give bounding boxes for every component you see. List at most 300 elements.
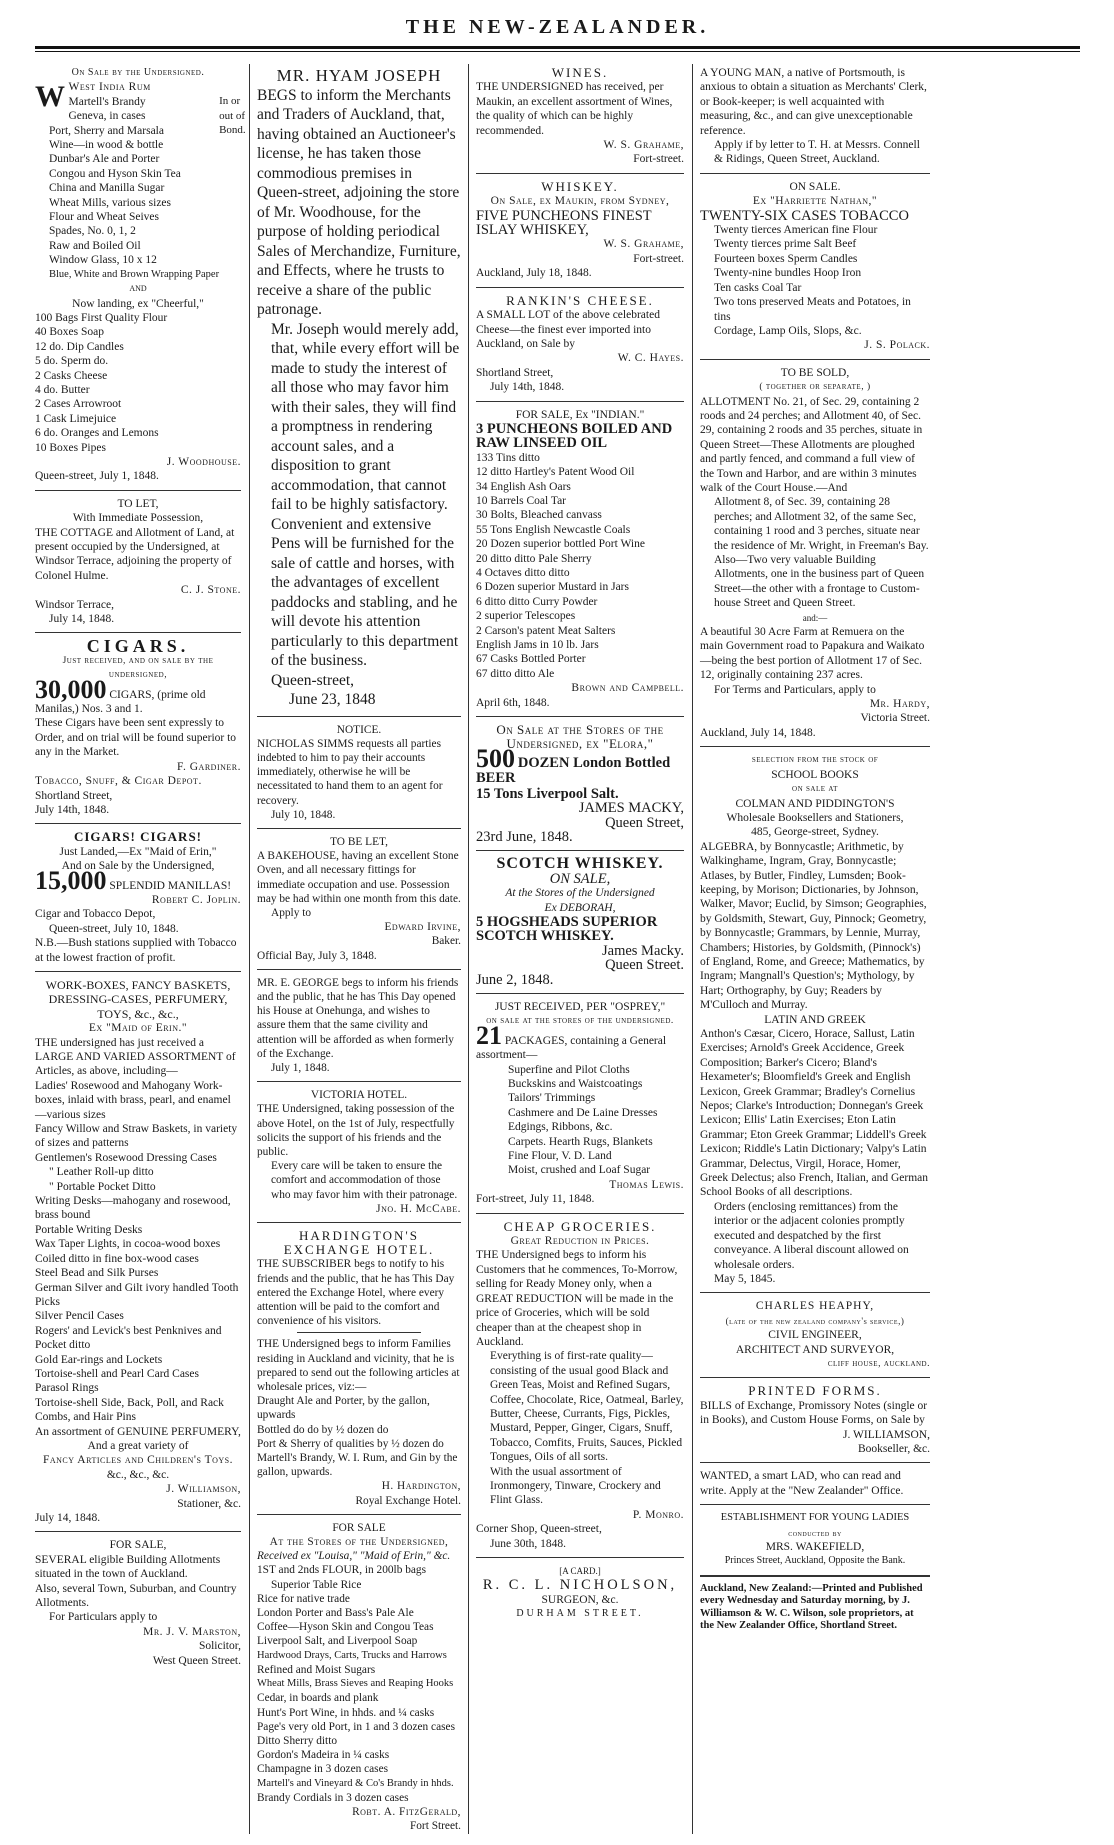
- signature: Mr. Hardy,: [869, 698, 930, 711]
- advert-heading: TO LET,: [117, 497, 159, 510]
- list-item: English Jams in 10 lb. Jars: [476, 639, 599, 652]
- signature-title: Stationer, &c.: [177, 1497, 241, 1510]
- advert-body: THE Undersigned begs to inform his Customers that he commences, To-Morrow, selling for Ready Money only, when a GREAT REDUCTION will be made in the price of Groceries, which will be sold cheaper than at the cheapest shop in Auckland.: [476, 1249, 678, 1348]
- advert-body: Every care will be taken to ensure the comfort and accommodation of those who may favor him with their patronage.: [271, 1160, 458, 1201]
- list-item: 5 do. Sperm do.: [35, 355, 109, 368]
- advert-body: BILLS of Exchange, Promissory Notes (single or in Books), and Custom House Forms, on Sale by: [700, 1399, 928, 1427]
- list-item: Champagne in 3 dozen cases: [257, 1763, 389, 1776]
- firm-address: 485, George-street, Sydney.: [751, 826, 879, 839]
- list-item: China and Manilla Sugar: [49, 182, 165, 195]
- date: July 14th, 1848.: [35, 803, 110, 816]
- list-item: 100 Bags First Quality Flour: [35, 311, 168, 324]
- list-item: Coffee—Hyson Skin and Congou Teas: [257, 1621, 434, 1634]
- advert-heading: PRINTED FORMS.: [748, 1383, 882, 1399]
- date: July 1, 1848.: [271, 1061, 330, 1074]
- list-item: 20 ditto ditto Pale Sherry: [476, 552, 592, 565]
- signature: Brown and Campbell.: [571, 682, 684, 695]
- place: Windsor Terrace,: [35, 598, 114, 611]
- and-label: and:—: [802, 612, 828, 623]
- list-item: Gold Ear-rings and Lockets: [35, 1353, 163, 1366]
- place: Shortland Street,: [35, 789, 113, 802]
- advert-body: BEGS to inform the Merchants and Traders of Auckland, that, having obtained an Auctioneer's license, he has taken those commodious premises in Queen-street, adjoining the store of Mr. Woodhouse, for the purpose of holding periodical Sales of Merchandize, Furniture, and Effects, where he trusts to receive a share of the public patronage.: [257, 86, 461, 318]
- list-item: An assortment of GENUINE PERFUMERY,: [35, 1425, 241, 1438]
- advert-body: Apply if by letter to T. H. at Messrs. Connell & Ridings, Queen Street, Auckland.: [714, 139, 920, 166]
- advert-subheading: With Immediate Possession,: [72, 512, 204, 525]
- list-item: Window Glass, 10 x 12: [49, 254, 157, 267]
- advert-subheading: And on Sale by the Undersigned,: [61, 860, 215, 873]
- lead-text: FIVE PUNCHEONS FINEST ISLAY WHISKEY,: [476, 207, 652, 239]
- date: April 6th, 1848.: [476, 696, 550, 709]
- lead-text: 1ST and 2nds FLOUR, in 200lb bags: [257, 1564, 427, 1577]
- list-item: Rogers' and Levick's best Penknives and Pocket ditto: [35, 1324, 222, 1352]
- signature: Robt. A. FitzGerald,: [352, 1805, 461, 1818]
- advert-subheading: Ex "Maid of Erin.": [88, 1022, 188, 1035]
- quantity: 30,000: [35, 674, 107, 704]
- advert-subheading: At the Stores of the Undersigned,: [269, 1536, 449, 1549]
- list-item: 6 Dozen superior Mustard in Jars: [476, 581, 629, 594]
- advert-heading: FOR SALE,: [109, 1539, 167, 1552]
- advert-heading: LATIN AND GREEK: [764, 1013, 866, 1026]
- card-title: SURGEON, &c.: [541, 1593, 619, 1606]
- list-item: Wheat Mills, various sizes: [49, 196, 172, 209]
- column-divider: [468, 64, 469, 1834]
- advert-heading: [A CARD.]: [559, 1566, 601, 1576]
- signature: F. Gardiner.: [177, 760, 241, 773]
- osprey-items: [476, 1063, 684, 1178]
- date: Queen-street, July 1, 1848.: [35, 470, 159, 483]
- advert-heading: On Sale at the Stores of the Undersigned, ex "Elora,": [496, 722, 664, 752]
- advert-subheading: selection from the stock of: [751, 755, 879, 766]
- signature: J. S. Polack.: [864, 339, 930, 352]
- list-item: Wax Taper Lights, in cocoa-wood boxes: [35, 1238, 221, 1251]
- list-item: Spades, No. 0, 1, 2: [49, 225, 136, 238]
- signature: P. Monro.: [632, 1508, 684, 1521]
- list-item: Cedar, in boards and plank: [257, 1692, 379, 1705]
- advert-subheading: Ex "Harriette Nathan,": [752, 195, 878, 208]
- advert-body: THE Undersigned, taking possession of the above Hotel, on the 1st of July, respectfully solicits the support of his friends and the public.: [257, 1103, 455, 1158]
- lead-text: 3 PUNCHEONS BOILED AND RAW LINSEED OIL: [476, 420, 673, 452]
- list-item: Twenty-nine bundles Hoop Iron: [714, 267, 862, 280]
- advert-body: Mr. Joseph would merely add, that, while every effort will be made to study the interest of all those who may favor him with their sales, they will find a promptness in rendering account sales, and a disposition to grant accommodation, that cannot fail to be highly satisfactory.: [271, 320, 460, 513]
- advert-body: THE undersigned has just received a LARGE AND VARIED ASSORTMENT of Articles, as above, including—: [35, 1036, 236, 1078]
- advert-subheading: on sale at the stores of the undersigned.: [486, 1016, 674, 1027]
- quantity: 21: [476, 1020, 502, 1050]
- list-item: Coiled ditto in fine box-wood cases: [35, 1252, 199, 1265]
- list-item: 2 Casks Cheese: [35, 369, 108, 382]
- notice-advert: [257, 723, 461, 822]
- lead-text: TWENTY-SIX CASES TOBACCO: [700, 207, 909, 224]
- signature-title: Fort-street.: [633, 252, 684, 265]
- list-item: Cashmere and De Laine Dresses: [508, 1106, 658, 1119]
- advert-heading: FOR SALE, Ex "INDIAN.": [515, 408, 645, 421]
- list-item: Draught Ale and Porter, by the gallon, upwards: [257, 1395, 430, 1422]
- list-item: Portable Writing Desks: [35, 1223, 143, 1236]
- list-item: Superfine and Pilot Cloths: [508, 1063, 630, 1076]
- list-item: 67 Casks Bottled Porter: [476, 653, 586, 666]
- quantity: 15,000: [35, 865, 107, 895]
- list-item: Twenty tierces American fine Flour: [714, 224, 878, 237]
- george-advert: [257, 976, 461, 1075]
- list-item: 6 do. Oranges and Lemons: [35, 427, 159, 440]
- column-divider: [249, 64, 250, 1834]
- list-item: Cordage, Lamp Oils, Slops, &c.: [714, 324, 862, 337]
- printed-forms-advert: [700, 1384, 930, 1456]
- scotch-advert: [476, 857, 684, 987]
- advert-heading: ESTABLISHMENT FOR YOUNG LADIES: [720, 1512, 910, 1524]
- list-item: Fancy Willow and Straw Baskets, in variety of sizes and patterns: [35, 1123, 238, 1150]
- list-item: 30 Bolts, Bleached canvass: [476, 509, 602, 522]
- list-item: Edgings, Ribbons, &c.: [508, 1121, 613, 1134]
- list-item: Blue, White and Brown Wrapping Paper: [49, 268, 220, 280]
- depot: Tobacco, Snuff, & Cigar Depot.: [35, 775, 202, 788]
- list-item: Moist, crushed and Loaf Sugar: [508, 1164, 651, 1177]
- signature: H. Hardington,: [381, 1480, 461, 1493]
- place: Queen-street,: [271, 671, 355, 689]
- lead-text: 5 HOGSHEADS SUPERIOR SCOTCH WHISKEY.: [476, 913, 658, 945]
- column-2: [257, 66, 461, 1833]
- advert-body: THE Undersigned begs to inform Families residing in Auckland and vicinity, that he is prepared to send out the following articles at wholesale prices, viz:—: [257, 1338, 460, 1394]
- etc: &c., &c., &c.: [106, 1468, 170, 1481]
- advert-heading: SCOTCH WHISKEY.: [496, 855, 664, 873]
- whiskey-advert: [476, 180, 684, 281]
- advert-subheading: conducted by: [788, 1527, 842, 1538]
- advert-body: Also, several Town, Suburban, and Country Allotments.: [35, 1582, 237, 1610]
- list-item: 4 do. Butter: [35, 383, 90, 396]
- list-item: 12 do. Dip Candles: [35, 340, 124, 353]
- list-item: Raw and Boiled Oil: [49, 239, 141, 252]
- date: 23rd June, 1848.: [476, 828, 573, 845]
- indian-advert: [476, 408, 684, 711]
- advert-heading: WORK-BOXES, FANCY BASKETS, DRESSING-CASES, PERFUMERY, TOYS, &c., &c.,: [45, 977, 231, 1021]
- workboxes-advert: [35, 978, 241, 1525]
- signature: James Macky.: [601, 942, 684, 959]
- list-item: 40 Boxes Soap: [35, 326, 104, 339]
- signature: J. Woodhouse.: [166, 455, 241, 468]
- date: Auckland, July 18, 1848.: [476, 267, 592, 280]
- advert-heading: TO BE LET,: [330, 835, 388, 848]
- place: Corner Shop, Queen-street,: [476, 1523, 602, 1536]
- list-item: 2 Cases Arrowroot: [35, 398, 122, 411]
- osprey-advert: [476, 1000, 684, 1207]
- advert-heading: SCHOOL BOOKS: [771, 768, 859, 781]
- list-item: Brandy Cordials in 3 dozen cases: [257, 1791, 409, 1804]
- column-3: [476, 66, 684, 1622]
- list-item: 10 Boxes Pipes: [35, 441, 106, 454]
- apply: For Particulars apply to: [49, 1611, 158, 1624]
- advert-subheading: At the Stores of the Undersigned: [505, 887, 655, 900]
- signature-title: Queen Street,: [605, 814, 684, 831]
- firm-name: COLMAN AND PIDDINGTON'S: [735, 797, 895, 810]
- advert-heading: WINES.: [551, 65, 609, 80]
- imprint-footer: Auckland, New Zealand:—Printed and Published every Wednesday and Saturday morning, by J. Williamson & W. C. Wilson, sole proprietors, at the New Zealander Office, Shortland Street.: [700, 1582, 923, 1632]
- forsale-advert: [35, 1538, 241, 1668]
- advert-subheading: ON SALE,: [549, 870, 611, 887]
- column-4: [700, 66, 1080, 1633]
- signature-title: Fort Street.: [409, 1820, 461, 1833]
- date: July 10, 1848.: [271, 808, 336, 821]
- cigars2-advert: [35, 830, 241, 965]
- advert-subheading: Great Reduction in Prices.: [510, 1235, 650, 1248]
- list-item: " Portable Pocket Ditto: [49, 1180, 156, 1193]
- apply: Apply to: [271, 906, 312, 919]
- landing-note: Now landing, ex "Cheerful,": [72, 297, 204, 310]
- list-item: " Leather Roll-up ditto: [49, 1166, 154, 1179]
- lead-item: W West India Rum: [35, 80, 151, 114]
- list-item: Ditto Sherry ditto: [257, 1734, 338, 1747]
- signature: Robert C. Joplin.: [151, 893, 241, 906]
- firm-description: Wholesale Booksellers and Stationers,: [726, 811, 904, 824]
- advert-heading: CIGARS! CIGARS!: [73, 829, 203, 845]
- list-item: German Silver and Gilt ivory handled Tooth Picks: [35, 1281, 239, 1308]
- advert-heading: JUST RECEIVED, PER "OSPREY,": [494, 1000, 666, 1013]
- advert-subheading: on sale at: [792, 784, 838, 795]
- list-item: Silver Pencil Cases: [35, 1310, 124, 1323]
- signature: Mr. J. V. Marston,: [143, 1625, 241, 1638]
- advert-body: THE UNDERSIGNED has received, per Maukin, an excellent assortment of Wines, the quality of which can be highly recommended.: [476, 81, 673, 137]
- woodhouse-advert: [35, 66, 246, 484]
- list-item: Fine Flour, V. D. Land: [508, 1150, 612, 1163]
- signature: C. J. Stone.: [180, 584, 241, 597]
- lead-text: SPLENDID MANILLAS!: [109, 879, 232, 892]
- polack-advert: [700, 180, 930, 353]
- list-item: Gentlemen's Rosewood Dressing Cases: [35, 1151, 217, 1164]
- school-books-advert: [700, 753, 930, 1286]
- list-item: 1 Cask Limejuice: [35, 412, 117, 425]
- depot: Cigar and Tobacco Depot,: [35, 908, 156, 921]
- toys: Fancy Articles and Children's Toys.: [42, 1454, 234, 1467]
- advert-body: Convenient and extensive Pens will be furnished for the sale of cattle and horses, with the advantages of excellent paddocks and stabling, and he will devote his attention particularly to this department of the business.: [271, 515, 459, 669]
- list-item: Tailors' Trimmings: [508, 1092, 596, 1105]
- date: Official Bay, July 3, 1848.: [257, 949, 377, 962]
- youngman-advert: [700, 66, 930, 167]
- advert-body: THE SUBSCRIBER begs to notify to his friends and the public, that he has This Day entered the Exchange Hotel, where every attention will be paid to the comfort and convenience of his visitors.: [257, 1258, 455, 1328]
- lead-text: DOZEN London Bottled BEER: [476, 754, 671, 787]
- signature-title: Royal Exchange Hotel.: [355, 1494, 461, 1507]
- signature-title: Victoria Street.: [860, 712, 930, 725]
- list-item: Parasol Rings: [35, 1382, 99, 1395]
- advert-subheading: Just Landed,—Ex "Maid of Erin,": [59, 845, 217, 858]
- address: cliff house, auckland.: [827, 1358, 930, 1369]
- list-item: Port, Sherry and Marsala: [49, 124, 164, 137]
- list-item: Martell's Brandy, W. I. Rum, and Gin by the gallon, upwards.: [257, 1452, 458, 1479]
- indian-items: [476, 451, 684, 682]
- date: June 23, 1848: [289, 691, 376, 708]
- lead-text: CIGARS, (prime old Manilas,) Nos. 3 and 1.: [35, 688, 206, 716]
- signature-title: Bookseller, &c.: [857, 1442, 930, 1455]
- advert-heading: RANKIN'S CHEESE.: [506, 292, 654, 308]
- advert-heading: FOR SALE: [332, 1521, 386, 1534]
- date: July 14, 1848.: [35, 1512, 101, 1524]
- title-line: ARCHITECT AND SURVEYOR,: [735, 1343, 895, 1356]
- signature: Jno. H. McCabe.: [376, 1202, 461, 1215]
- date: Fort-street, July 11, 1848.: [476, 1193, 595, 1206]
- advert-heading: VICTORIA HOTEL.: [310, 1089, 408, 1102]
- card-advert: [476, 1564, 684, 1622]
- advert-body: These Cigars have been sent expressly to Order, and on trial will be found superior to any in the Market.: [35, 717, 237, 759]
- ladies-establishment-advert: [700, 1511, 930, 1569]
- list-item: 67 ditto ditto Ale: [476, 667, 555, 680]
- list-item: 34 English Ash Oars: [476, 480, 571, 493]
- heaphy-advert: [700, 1299, 930, 1371]
- advert-heading: MR. HYAM JOSEPH: [276, 66, 442, 85]
- workboxes-items: [35, 1079, 241, 1439]
- signature-title: Solicitor,: [198, 1640, 241, 1653]
- list-item: Martell's and Vineyard & Co's Brandy in hhds.: [257, 1777, 454, 1789]
- advert-heading: HARDINGTON'S: [299, 1228, 419, 1243]
- list-item: 4 Octaves ditto ditto: [476, 567, 570, 579]
- list-item: Buckskins and Waistcoatings: [508, 1078, 643, 1090]
- advert-body: Also—Two very valuable Building Allotments, one in the business part of Queen Street—the other with a frontage to Custom-house Street and Queen Street.: [714, 554, 925, 610]
- signature: Thomas Lewis.: [609, 1178, 684, 1191]
- advert-body: A beautiful 30 Acre Farm at Remuera on the main Government road to Papakura and Waikato—being the best portion of Allotment 17 of Sec. 12, originally containing 237 acres.: [700, 626, 925, 682]
- signature-title: Queen Street.: [605, 957, 684, 974]
- variety: And a great variety of: [87, 1439, 189, 1452]
- list-item: Steel Bead and Silk Purses: [35, 1267, 159, 1280]
- quantity: 500: [476, 743, 515, 773]
- list-item: Hunt's Port Wine, in hhds. and ¼ casks: [257, 1706, 435, 1719]
- advert-body: ALGEBRA, by Bonnycastle; Arithmetic, by Walkinghame, Ingram, Gray, Bonnycastle; Atlases, by Butler, Findley, Lumsden; Book-keeping, by Morison; Dictionaries, by Johnson, Walker, Mavor; Euclid, by Simson; Geographies, by Goldsmith, Stewart, Guy, Pinnock; Geometry, by Bonnycastle; Grammars, by Lennie, Murray, Chambers; Histories, by Goldsmith, (Pinnock's) of England, Rome, and Greece; Mathematics, by Ingram; Mangnall's Question's; Mythology, by Hart; Orthography, by Guy; Readers by M'Culloch and Murray.: [700, 840, 927, 1012]
- list-item: Martell's Brandy: [68, 95, 146, 108]
- masthead-rule-thin: [35, 51, 1080, 52]
- signature: Edward Irvine,: [384, 921, 461, 934]
- tolet-advert: [35, 497, 241, 627]
- advert-subheading: On Sale, ex Maukin, from Sydney,: [490, 195, 670, 208]
- list-item: Gordon's Madeira in ¼ casks: [257, 1749, 390, 1762]
- masthead-rule: [35, 46, 1080, 49]
- list-item: Twenty tierces prime Salt Beef: [714, 238, 857, 251]
- advert-body: A BAKEHOUSE, having an excellent Stone Oven, and all necessary fittings for immediate occupation and use. Possession may be had within one month from this date.: [257, 850, 461, 905]
- advert-body: THE COTTAGE and Allotment of Land, at present occupied by the Undersigned, at Windsor Terrace, adjoining the property of Colonel Hulme.: [35, 526, 235, 582]
- advert-heading: EXCHANGE HOTEL.: [283, 1242, 435, 1258]
- list-item: 12 ditto Hartley's Patent Wood Oil: [476, 466, 635, 479]
- tobesold-advert: [700, 366, 930, 741]
- date: June 30th, 1848.: [490, 1537, 567, 1550]
- list-item: Wheat Mills, Brass Sieves and Reaping Hooks: [257, 1678, 454, 1690]
- list-item: Dunbar's Ale and Porter: [49, 153, 160, 166]
- apply: For Terms and Particulars, apply to: [714, 683, 876, 696]
- signature: J. Williamson,: [166, 1483, 241, 1496]
- list-item: 2 Carson's patent Meat Salters: [476, 624, 616, 637]
- list-item: 10 Barrels Coal Tar: [476, 494, 567, 507]
- list-item: Fourteen boxes Sperm Candles: [714, 252, 858, 265]
- list-item: 55 Tons English Newcastle Coals: [476, 523, 631, 536]
- advert-subheading: (late of the new zealand company's service,): [725, 1315, 905, 1326]
- card-street: DURHAM STREET.: [516, 1608, 644, 1620]
- proprietor: MRS. WAKEFIELD,: [765, 1541, 865, 1553]
- wines-advert: [476, 66, 684, 167]
- hardington-advert: [257, 1229, 461, 1508]
- advert-body: With the usual assortment of Ironmongery, Tinware, Crockery and Flint Glass.: [490, 1465, 661, 1507]
- cigars-advert: [35, 636, 241, 817]
- list-item: Bottled do do by ½ dozen do: [257, 1423, 389, 1436]
- advert-body: A YOUNG MAN, a native of Portsmouth, is anxious to obtain a situation as Merchants' Clerk, or Book-keeper; is well acquainted with measuring, &c., and can give unexceptionable reference.: [700, 67, 927, 137]
- list-item: Superior Table Rice: [271, 1578, 362, 1591]
- woodhouse-items: [35, 95, 219, 282]
- date: July 14, 1848.: [49, 613, 115, 626]
- elora-advert: [476, 723, 684, 844]
- and-label: AND: [129, 284, 147, 294]
- signature: W. S. Grahame,: [603, 139, 684, 152]
- list-item: Tortoise-shell and Pearl Card Cases: [35, 1367, 199, 1380]
- advert-body: MR. E. GEORGE begs to inform his friends and the public, that he has This Day opened his House at Onehunga, and wishes to assure them that the same civility and attention will be afforded as when formerly of the Exchange.: [257, 976, 459, 1060]
- column-divider: [692, 64, 693, 1834]
- list-item: Carpets. Hearth Rugs, Blankets: [508, 1135, 653, 1148]
- advert-subheading: Received ex "Louisa," "Maid of Erin," &c.: [257, 1550, 451, 1563]
- bond-note: In or out of Bond.: [219, 95, 246, 137]
- list-item: Two tons preserved Meats and Potatoes, in tins: [714, 296, 911, 323]
- list-item: 2 superior Telescopes: [476, 610, 576, 623]
- list-item: Wine—in wood & bottle: [49, 139, 164, 152]
- lead-text: PACKAGES, containing a General assortment—: [476, 1034, 667, 1062]
- date: Queen-street, July 10, 1848.: [49, 922, 179, 935]
- wanted-advert: [700, 1469, 930, 1498]
- advert-body: SEVERAL eligible Building Allotments situated in the town of Auckland.: [35, 1553, 221, 1581]
- advert-body: WANTED, a smart LAD, who can read and write. Apply at the "New Zealander" Office.: [700, 1470, 904, 1497]
- advert-subheading: ( together or separate, ): [759, 382, 871, 393]
- advert-heading: CIGARS.: [86, 636, 190, 657]
- date: June 2, 1848.: [476, 971, 554, 988]
- advert-header: On Sale by the Undersigned.: [71, 67, 205, 78]
- signature-address: West Queen Street.: [152, 1654, 241, 1667]
- advert-body: NICHOLAS SIMMS requests all parties indebted to him to pay their accounts immediately, otherwise he will be necessitated to hand them to an agent for recovery.: [257, 737, 443, 807]
- list-item: Page's very old Port, in 1 and 3 dozen cases: [257, 1720, 455, 1733]
- advert-body: Allotment 8, of Sec. 39, containing 28 perches; and Allotment 32, of the same Sec, containing 1 rood and 3 perches, situate near the residence of Mr. Wright, in Freeman's Bay.: [714, 496, 929, 552]
- advert-subheading: Just received, and on sale by the undersigned,: [62, 655, 214, 681]
- hyam-joseph-advert: [257, 66, 461, 710]
- advert-body: Everything is of first-rate quality—consisting of the usual good Black and Green Teas, Moist and Refined Sugars, Coffee, Chocolate, Rice, Oatmeal, Barley, Butter, Cheese, Currants, Figs, Pickles, Mustard, Pepper, Ginger, Cigars, Snuff, Tobacco, Comfits, Fruits, Sauces, Pickled Tongues, Oils of all sorts.: [490, 1350, 684, 1464]
- column-1: [35, 66, 246, 1668]
- list-item: Congou and Hyson Skin Tea: [49, 167, 181, 180]
- title-line: CIVIL ENGINEER,: [768, 1329, 862, 1342]
- list-item: Refined and Moist Sugars: [257, 1663, 376, 1676]
- place: Shortland Street,: [476, 366, 554, 379]
- masthead-title: THE NEW-ZEALANDER.: [405, 16, 710, 38]
- list-item: Liverpool Salt, and Liverpool Soap: [257, 1635, 418, 1648]
- advert-heading: CHEAP GROCERIES.: [503, 1218, 657, 1234]
- advert-body: ALLOTMENT No. 21, of Sec. 29, containing 2 roods and 24 perches; and Allotment 40, of Sec. 29, containing 2 roods and 35 perches, situate in Queen Street—These Allotments are ploughed and partly fenced, and command a full view of the Town and Harbor, and are within 3 minutes walk of the Court House.—And: [700, 395, 923, 494]
- card-name: R. C. L. NICHOLSON,: [482, 1577, 678, 1594]
- signature-title: Fort-street.: [633, 153, 684, 166]
- list-item: Tortoise-shell Side, Back, Poll, and Rack Combs, and Hair Pins: [35, 1396, 224, 1424]
- address: Princes Street, Auckland, Opposite the Bank.: [724, 1555, 906, 1567]
- list-item: Port & Sherry of qualities by ½ dozen do: [257, 1437, 444, 1450]
- signature: W. S. Grahame,: [603, 238, 684, 251]
- advert-subheading: Ex DEBORAH,: [544, 901, 616, 914]
- signature: J. WILLIAMSON,: [843, 1428, 930, 1441]
- list-item: Rice for native trade: [257, 1592, 350, 1605]
- advert-heading: NOTICE.: [336, 723, 382, 736]
- list-item: Flour and Wheat Seives: [49, 211, 159, 224]
- victoria-hotel-advert: [257, 1088, 461, 1216]
- advert-body: Orders (enclosing remittances) from the interior or the adjacent colonies promptly executed and despatched by the first conveyance. A liberal discount allowed on wholesale orders.: [714, 1200, 909, 1271]
- signature: JAMES MACKY,: [578, 800, 684, 817]
- list-item: Ten casks Coal Tar: [714, 281, 802, 294]
- list-item: 20 Dozen superior bottled Port Wine: [476, 538, 645, 551]
- groceries-advert: [476, 1220, 684, 1551]
- rankin-advert: [476, 294, 684, 395]
- advert-body: A SMALL LOT of the above celebrated Cheese—the finest ever imported into Auckland, on Sale by: [476, 309, 660, 350]
- fitzgerald-items: [257, 1578, 461, 1805]
- list-item: London Porter and Bass's Pale Ale: [257, 1607, 414, 1620]
- date: Auckland, July 14, 1848.: [700, 726, 816, 739]
- date: May 5, 1845.: [714, 1272, 776, 1285]
- list-item: Hardwood Drays, Carts, Trucks and Harrows: [257, 1649, 447, 1661]
- signature: W. C. Hayes.: [617, 352, 684, 365]
- advert-heading: TO BE SOLD,: [780, 366, 850, 379]
- signature-title: Baker.: [431, 935, 461, 948]
- advert-heading: ON SALE.: [789, 180, 841, 193]
- list-item: 6 ditto ditto Curry Powder: [476, 595, 598, 608]
